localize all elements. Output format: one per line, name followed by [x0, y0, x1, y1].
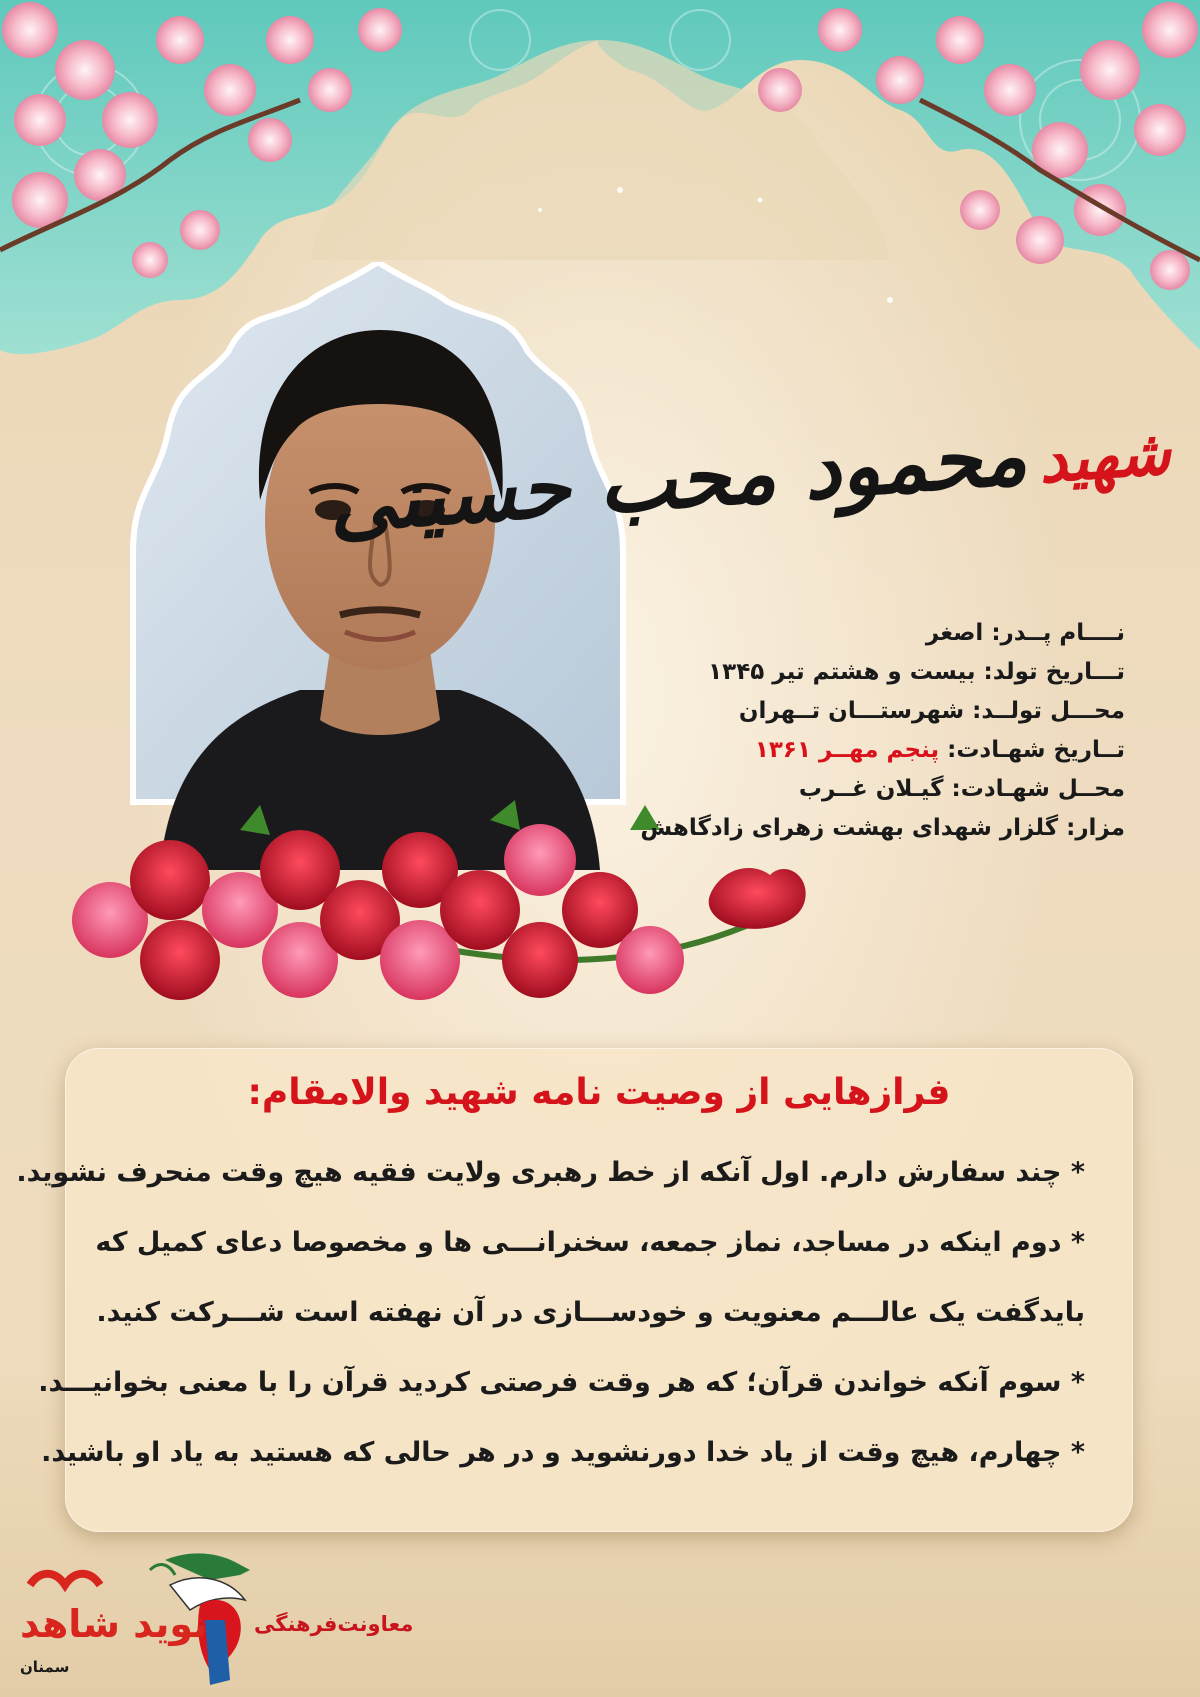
testament-line: * سوم آنکه خواندن قرآن؛ که هر وقت فرصتی کردید قرآن را با معنی بخوانیـــد.: [38, 1367, 1085, 1398]
info-label: محـــل تولــد:: [964, 698, 1125, 724]
province-label: سمنان: [20, 1658, 70, 1676]
martyr-portrait: [130, 270, 630, 870]
martyr-name: محمود محب حسینی: [325, 407, 1030, 552]
rose-flowers: [72, 824, 806, 1000]
info-value-highlight: پنجم مهــر ۱۳۶۱: [754, 737, 940, 763]
info-row-birth-date: [605, 653, 1125, 692]
biography-list: [605, 614, 1125, 848]
testament-line: * دوم اینکه در مساجد، نماز جمعه، سخنرانـــی ها و مخصوصا دعای کمیل که: [95, 1227, 1085, 1258]
info-row-martyrdom-place: [605, 770, 1125, 809]
testament-line: * چند سفارش دارم. اول آنکه از خط رهبری ولایت فقیه هیچ وقت منحرف نشوید.: [16, 1157, 1085, 1188]
navid-shahed-label: نوید شاهد: [20, 1602, 208, 1646]
info-label: تـــاریخ تولد:: [975, 659, 1125, 685]
info-row-birth-place: [605, 692, 1125, 731]
info-row-father: [605, 614, 1125, 653]
info-value: شهرستـــان تــهران: [738, 698, 965, 724]
info-row-burial: [605, 809, 1125, 848]
info-label: نــــام پــدر:: [983, 620, 1125, 646]
navid-shahed-logo-icon: [30, 1574, 100, 1585]
info-row-martyrdom-date: [605, 731, 1125, 770]
testament-lines: [16, 1138, 1085, 1488]
martyr-name-block: [325, 390, 1173, 620]
info-label: تــاریخ شهـادت:: [939, 737, 1125, 763]
info-value: گلزار شهدای بهشت زهرای زادگاهش: [640, 815, 1059, 841]
testament-line: * چهارم، هیچ وقت از یاد خدا دورنشوید و در هر حالی که هستید به یاد او باشید.: [41, 1437, 1085, 1468]
testament-line: بایدگفت یک عالـــم معنویت و خودســـازی در آن نهفته است شـــرکت کنید.: [96, 1297, 1085, 1328]
martyr-title-prefix: شهید: [1036, 415, 1173, 498]
info-value: بیست و هشتم تیر ۱۳۴۵: [708, 659, 976, 685]
info-label: مزار:: [1058, 815, 1125, 841]
info-value: گیـلان غــرب: [798, 776, 944, 802]
info-label: محــل شهـادت:: [943, 776, 1125, 802]
org-cultural-deputy-label: معاونت‌فرهنگی: [254, 1612, 414, 1636]
testament-panel: [16, 1048, 1133, 1532]
info-value: اصغر: [925, 620, 984, 646]
testament-title: فرازهایی از وصیت نامه شهید والامقام:: [247, 1072, 951, 1113]
